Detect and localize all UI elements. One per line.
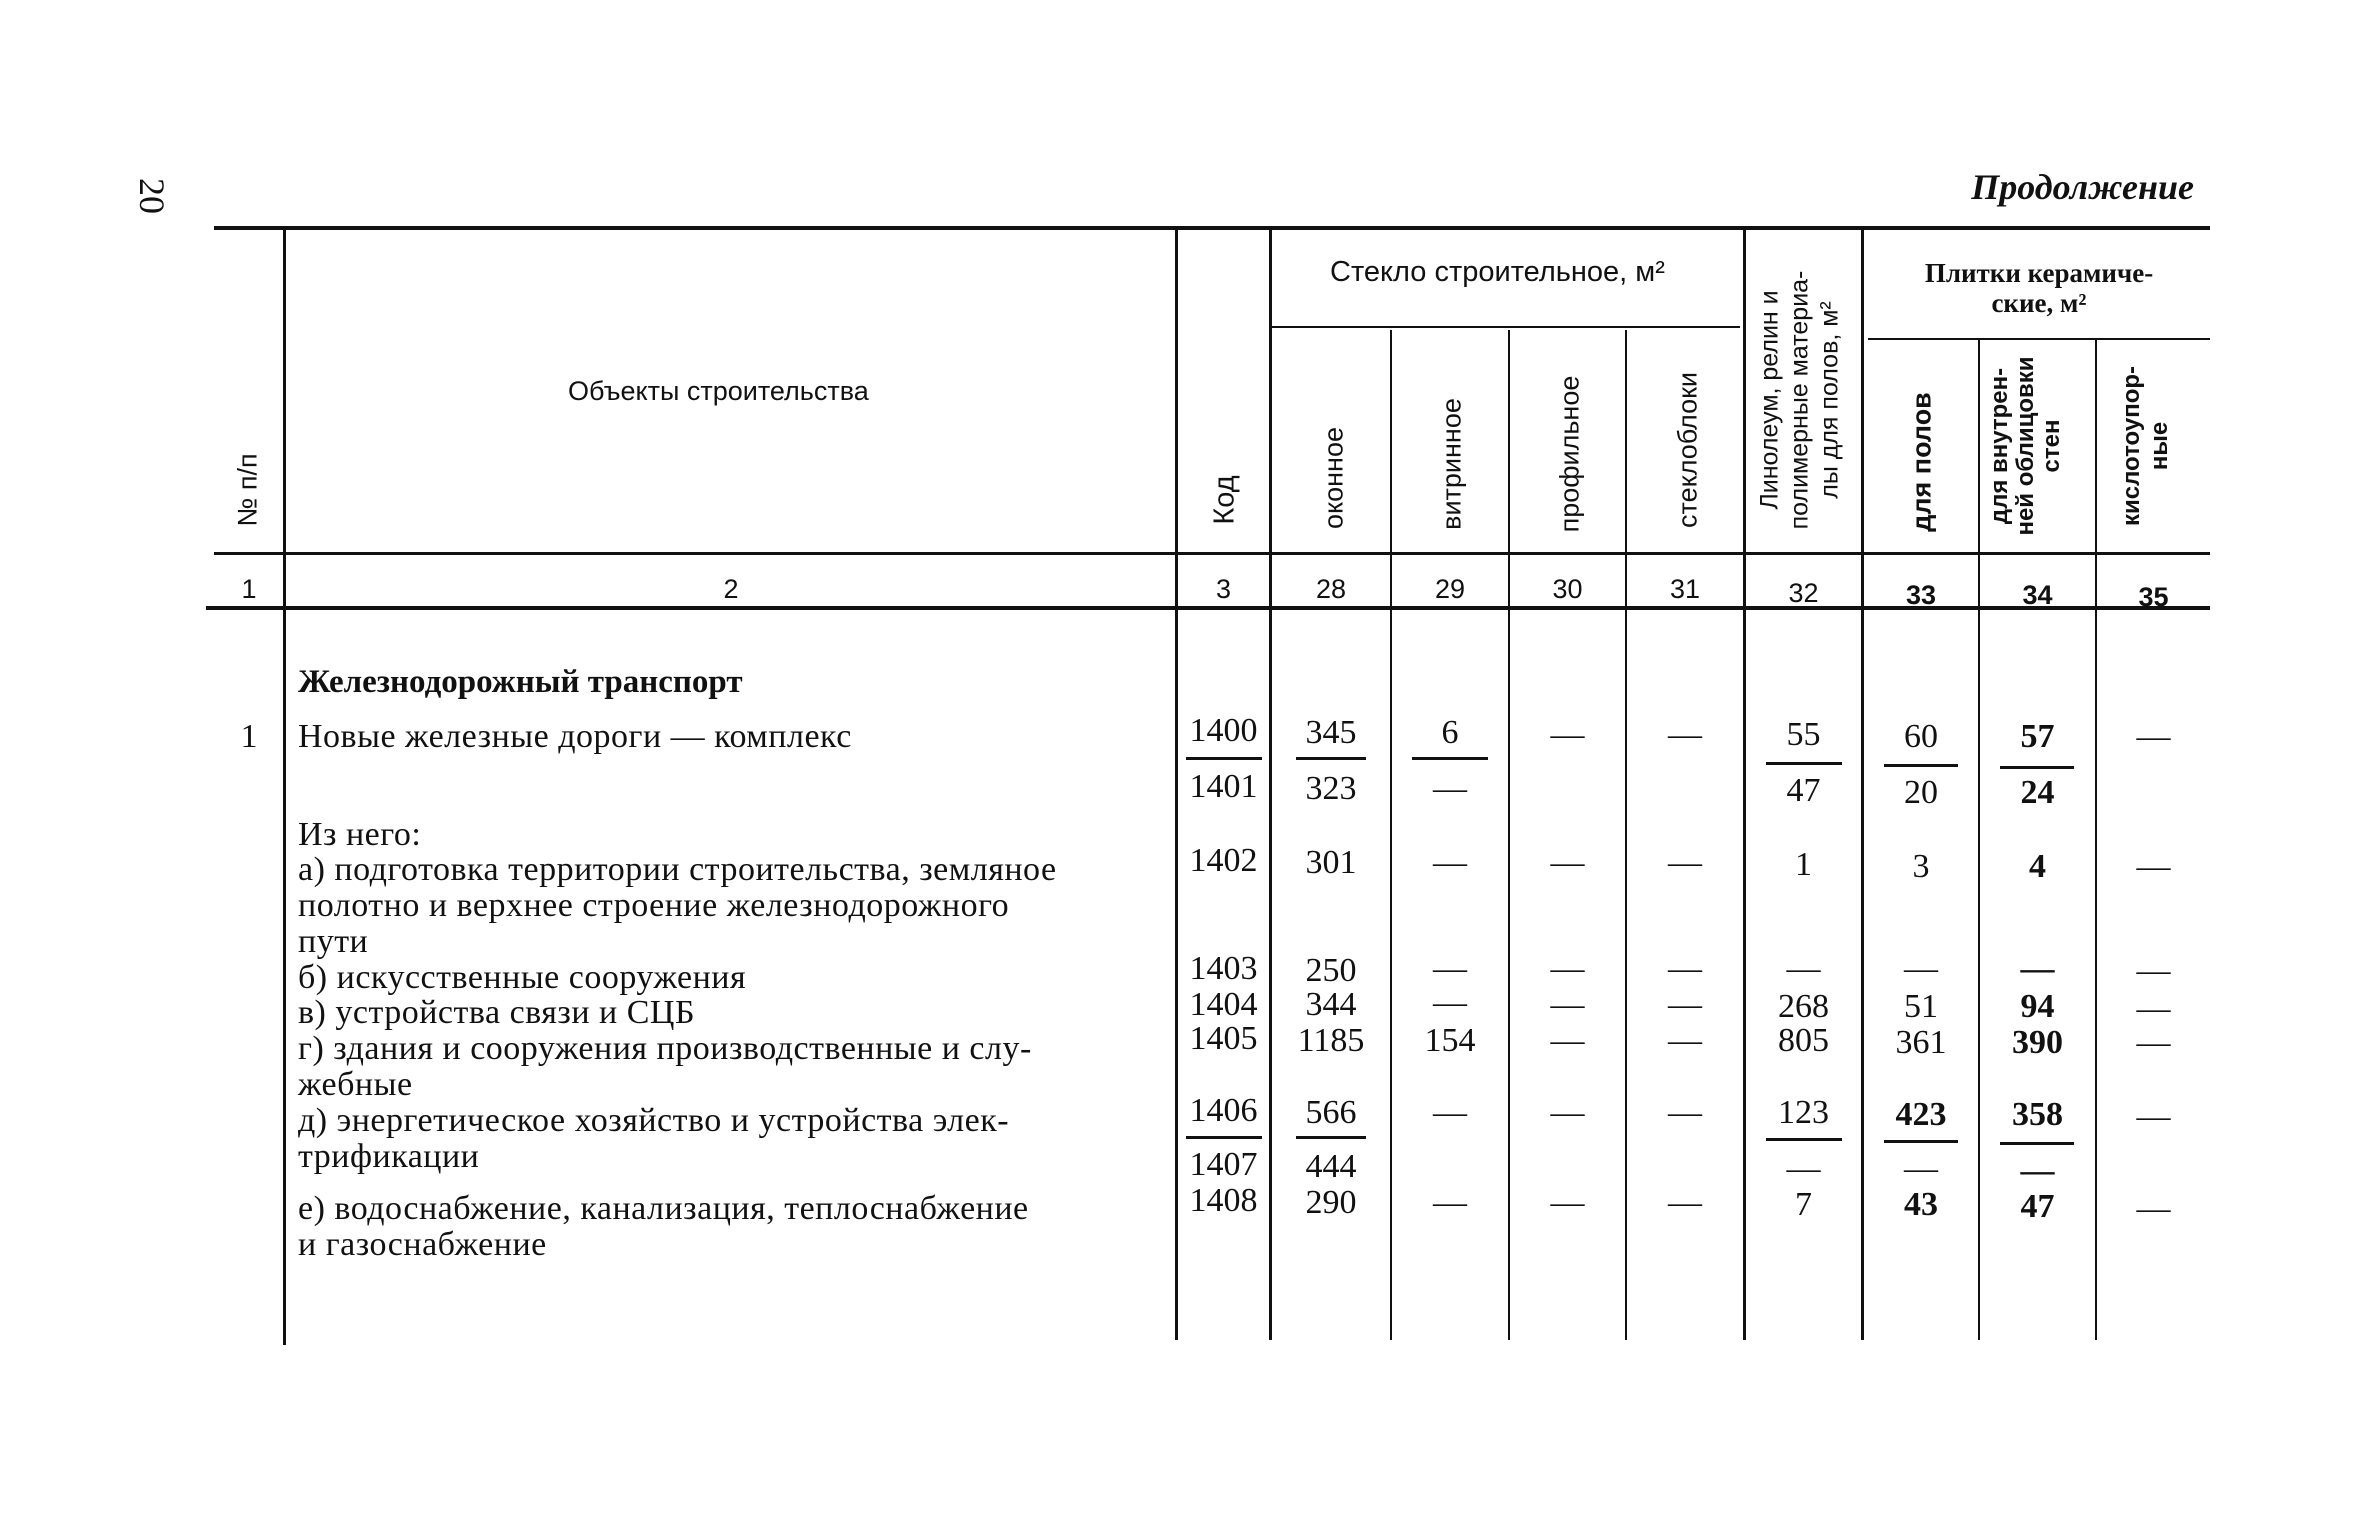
- row-1402-v32: 1: [1795, 846, 1812, 883]
- row-1406-v33: 423: [1895, 1096, 1947, 1133]
- row-1408-v34: 47: [2020, 1188, 2055, 1225]
- header-objects: Объекты строительства: [568, 376, 869, 406]
- row-1400-v34: 57: [2020, 718, 2055, 755]
- colnum-32: 32: [1788, 578, 1819, 608]
- row-1400-v29-rule: [1412, 757, 1488, 760]
- continuation-label: Продолжение: [1971, 167, 2194, 207]
- row-1406-v34: 358: [2012, 1096, 2063, 1133]
- row-1406-name-line2: трификации: [298, 1138, 480, 1175]
- header-glass-profile: профильное: [1554, 375, 1585, 533]
- row-1406-v28-rule: [1296, 1136, 1366, 1139]
- row-1403-v31: —: [1668, 950, 1702, 987]
- row-1405-v28: 1185: [1297, 1022, 1365, 1059]
- row-1408-code: 1408: [1189, 1182, 1258, 1219]
- row-1405-v34: 390: [2012, 1024, 2063, 1061]
- row-1408-v30: —: [1550, 1184, 1585, 1221]
- row-1407-code: 1407: [1189, 1146, 1258, 1183]
- row-1407-v28: 444: [1305, 1148, 1357, 1185]
- header-glass-window: оконное: [1318, 426, 1349, 530]
- row-1400-v29: 6: [1441, 714, 1459, 751]
- row-1404-v28: 344: [1305, 986, 1357, 1023]
- row-1400-v35: —: [2136, 718, 2171, 755]
- row-1405-name-line2: жебные: [298, 1066, 413, 1103]
- row-1407-v32: —: [1786, 1150, 1821, 1187]
- row-1401-code: 1401: [1189, 768, 1258, 805]
- row-1408-v35: —: [2136, 1190, 2171, 1227]
- colnum-29: 29: [1434, 574, 1466, 604]
- row-1408-name-line1: е) водоснабжение, канализация, теплоснабжение: [298, 1190, 1029, 1227]
- row-1408-v29: —: [1433, 1184, 1467, 1221]
- row-1403-name: б) искусственные сооружения: [298, 959, 747, 996]
- section-title: Железнодорожный транспорт: [298, 664, 743, 700]
- row-1404-v33: 51: [1904, 988, 1938, 1025]
- row-1406-v35: —: [2136, 1098, 2171, 1135]
- row-1402-name-line2: полотно и верхнее строение железнодорожного: [298, 887, 1010, 924]
- row-1404-v31: —: [1668, 986, 1702, 1023]
- row-1400-code: 1400: [1189, 712, 1258, 749]
- header-tiles-wall-line2: ней облицовки: [2012, 356, 2039, 536]
- row-1400-code-rule: [1186, 757, 1262, 760]
- row-1406-v34-rule: [2000, 1142, 2074, 1145]
- row-1405-v30: —: [1550, 1022, 1585, 1059]
- header-tiles-wall-line1: для внутрен-: [1986, 367, 2013, 525]
- row-1400-v33-rule: [1884, 764, 1958, 767]
- row-1404-code: 1404: [1189, 986, 1258, 1023]
- row-1400-v33: 60: [1904, 718, 1938, 755]
- row-1408-v31: —: [1668, 1184, 1702, 1221]
- header-bottom-rule: [214, 552, 2210, 555]
- row-1402-v31: —: [1668, 844, 1702, 881]
- row-1405-v33: 361: [1895, 1024, 1947, 1061]
- colnum-33: 33: [1905, 580, 1937, 610]
- row-1405-v29: 154: [1424, 1022, 1476, 1059]
- header-tiles-acid-line1: кислотоупор-: [2118, 365, 2145, 527]
- row-1402-v28: 301: [1305, 844, 1357, 881]
- row-1400-v34-rule: [2000, 766, 2074, 769]
- row-1406-v32: 123: [1778, 1094, 1829, 1131]
- header-linoleum-line3: лы для полов, м²: [1815, 301, 1844, 499]
- row-1400-v30: —: [1550, 716, 1585, 753]
- row-1402-code: 1402: [1189, 842, 1258, 879]
- header-tiles-group: [1868, 258, 2210, 318]
- row-1403-code: 1403: [1189, 950, 1258, 987]
- row-1400-v32: 55: [1786, 716, 1821, 753]
- row-1404-v35: —: [2136, 990, 2171, 1027]
- row-1405-v32: 805: [1778, 1022, 1829, 1059]
- colnum-31: 31: [1669, 574, 1701, 604]
- row-1404-name: в) устройства связи и СЦБ: [298, 994, 695, 1031]
- row-1400-name: Новые железные дороги — комплекс: [298, 718, 852, 755]
- row-1407-v34: —: [2020, 1152, 2055, 1189]
- row-1406-v28: 566: [1305, 1094, 1357, 1131]
- colnum-2: 2: [723, 574, 739, 604]
- row-1402-name-line3: пути: [298, 923, 369, 960]
- colnum-35: 35: [2138, 582, 2169, 612]
- row-1403-v28: 250: [1305, 952, 1357, 989]
- row-1401-v34: 24: [2020, 774, 2055, 811]
- header-tiles-line1: Плитки керамиче-: [1924, 258, 2154, 288]
- row-1404-v29: —: [1433, 984, 1467, 1021]
- row-1408-v32: 7: [1795, 1186, 1812, 1223]
- row-1404-v32: 268: [1778, 988, 1829, 1025]
- row-1403-v33: —: [1904, 950, 1938, 987]
- row-1408-v28: 290: [1305, 1184, 1357, 1221]
- row-1407-v33: —: [1904, 1150, 1938, 1187]
- row-1401-v32: 47: [1786, 772, 1821, 809]
- header-linoleum-line1: Линолеум, релин и: [1755, 290, 1784, 510]
- row-1405-v31: —: [1668, 1022, 1702, 1059]
- row-1400-v31: —: [1668, 716, 1702, 753]
- row-1406-v33-rule: [1884, 1140, 1958, 1143]
- header-glass-group: Стекло строительное, м²: [1330, 256, 1665, 288]
- row-1401-v29: —: [1433, 770, 1467, 807]
- row-1403-v30: —: [1550, 950, 1585, 987]
- row-1400-v32-rule: [1766, 762, 1842, 765]
- header-np: № п/п: [232, 453, 263, 527]
- row-1405-v35: —: [2136, 1024, 2171, 1061]
- row-1406-v31: —: [1668, 1094, 1702, 1131]
- row-1400-v28-rule: [1296, 757, 1366, 760]
- row-1402-v30: —: [1550, 844, 1585, 881]
- header-tiles-wall-line3: стен: [2038, 419, 2065, 473]
- colnum-28: 28: [1315, 574, 1347, 604]
- colnum-1: 1: [241, 574, 257, 604]
- row-1402-v34: 4: [2029, 848, 2046, 885]
- row-1401-v33: 20: [1904, 774, 1938, 811]
- row-1401-v28: 323: [1305, 770, 1357, 807]
- row-1404-v34: 94: [2020, 988, 2055, 1025]
- row-1402-v29: —: [1433, 844, 1467, 881]
- row-1406-code-rule: [1186, 1136, 1262, 1139]
- colnum-30: 30: [1552, 574, 1583, 604]
- row-1408-name-line2: и газоснабжение: [298, 1226, 547, 1263]
- row-1406-v30: —: [1550, 1094, 1585, 1131]
- row-1402-v33: 3: [1912, 848, 1930, 885]
- row-1403-v32: —: [1786, 950, 1821, 987]
- row-1408-v33: 43: [1904, 1186, 1938, 1223]
- colnum-34: 34: [2022, 580, 2053, 610]
- header-glass-blocks: стеклоблоки: [1672, 372, 1703, 528]
- row-1405-code: 1405: [1189, 1020, 1258, 1057]
- row-1400-v28: 345: [1305, 714, 1357, 751]
- row-1406-v32-rule: [1766, 1138, 1842, 1141]
- header-linoleum-line2: полимерные материа-: [1785, 270, 1814, 530]
- table-top-rule: [214, 226, 2210, 230]
- header-glass-showcase: витринное: [1436, 398, 1467, 530]
- row-1402-v35: —: [2136, 848, 2171, 885]
- glass-group-rule: [1272, 326, 1740, 328]
- row-1404-v30: —: [1550, 986, 1585, 1023]
- row-1405-name-line1: г) здания и сооружения производственные и слу-: [298, 1030, 1032, 1067]
- header-tiles-line2: ские, м²: [1991, 288, 2087, 318]
- row-1406-v29: —: [1433, 1094, 1467, 1131]
- header-tiles-acid-line2: ные: [2146, 421, 2173, 471]
- row-1403-v34: —: [2020, 950, 2055, 987]
- row-1400-np: 1: [240, 718, 258, 755]
- header-code: Код: [1208, 475, 1241, 525]
- from-it-label: Из него:: [298, 816, 422, 853]
- row-1403-v29: —: [1433, 950, 1467, 987]
- colnum-3: 3: [1215, 574, 1232, 604]
- row-1403-v35: —: [2136, 952, 2171, 989]
- row-1406-name-line1: д) энергетическое хозяйство и устройства элек-: [298, 1102, 1010, 1139]
- row-1402-name-line1: а) подготовка территории строительства, земляное: [298, 851, 1057, 888]
- vline-objects: [283, 230, 286, 1345]
- row-1406-code: 1406: [1189, 1092, 1258, 1129]
- header-tiles-floor: для полов: [1906, 392, 1937, 532]
- page-number: 20: [132, 178, 172, 214]
- tiles-group-rule: [1868, 338, 2210, 340]
